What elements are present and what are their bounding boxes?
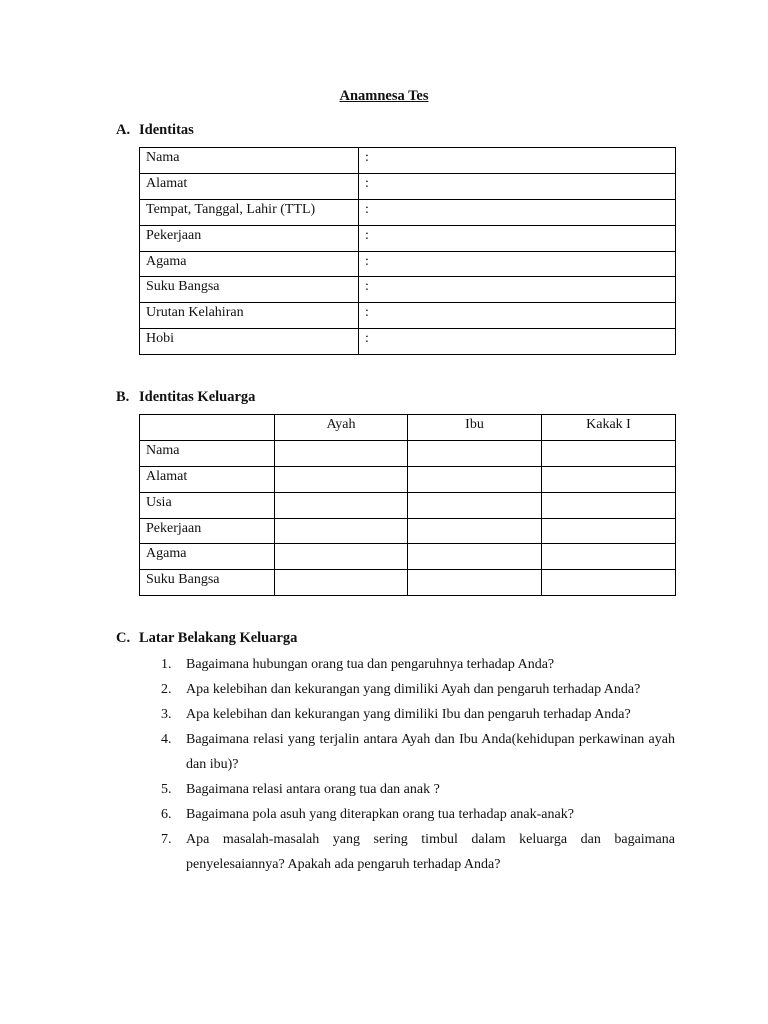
keluarga-row-label: Agama bbox=[140, 544, 275, 570]
identitas-label: Nama bbox=[140, 148, 359, 174]
section-b-title: Identitas Keluarga bbox=[139, 389, 256, 405]
keluarga-cell-field[interactable] bbox=[275, 544, 408, 570]
question-number: 1. bbox=[161, 657, 172, 672]
keluarga-row bbox=[140, 570, 676, 596]
keluarga-row-label: Nama bbox=[140, 440, 275, 466]
question-text: Bagaimana pola asuh yang diterapkan orang tua terhadap anak-anak? bbox=[186, 807, 574, 822]
section-a-letter: A. bbox=[116, 122, 131, 138]
question-number: 2. bbox=[161, 682, 172, 697]
keluarga-column-header: Ibu bbox=[408, 415, 542, 441]
keluarga-column-header bbox=[140, 415, 275, 441]
question-list bbox=[161, 652, 675, 877]
identitas-label: Agama bbox=[140, 251, 359, 277]
keluarga-column-header: Ayah bbox=[275, 415, 408, 441]
identitas-row bbox=[140, 277, 676, 303]
section-c-heading bbox=[116, 630, 297, 647]
question-number: 5. bbox=[161, 782, 172, 797]
identitas-row bbox=[140, 251, 676, 277]
identitas-value-field[interactable]: : bbox=[359, 251, 676, 277]
keluarga-cell-field[interactable] bbox=[275, 518, 408, 544]
section-a-title: Identitas bbox=[139, 122, 194, 138]
identitas-value-field[interactable]: : bbox=[359, 277, 676, 303]
question-item bbox=[161, 727, 675, 777]
identitas-label: Tempat, Tanggal, Lahir (TTL) bbox=[140, 199, 359, 225]
section-c-letter: C. bbox=[116, 630, 131, 646]
identitas-row bbox=[140, 199, 676, 225]
keluarga-cell-field[interactable] bbox=[408, 440, 542, 466]
keluarga-column-header: Kakak I bbox=[542, 415, 676, 441]
question-item bbox=[161, 702, 675, 727]
keluarga-cell-field[interactable] bbox=[275, 570, 408, 596]
question-item bbox=[161, 827, 675, 877]
question-text: Bagaimana relasi yang terjalin antara Ayah dan Ibu Anda(kehidupan perkawinan ayah dan ibu)? bbox=[186, 732, 675, 772]
section-b-heading bbox=[116, 389, 255, 406]
identitas-value-field[interactable]: : bbox=[359, 225, 676, 251]
keluarga-cell-field[interactable] bbox=[408, 570, 542, 596]
identitas-row bbox=[140, 225, 676, 251]
identitas-table bbox=[139, 147, 676, 355]
section-c-title: Latar Belakang Keluarga bbox=[139, 630, 298, 646]
identitas-value-field[interactable]: : bbox=[359, 303, 676, 329]
keluarga-cell-field[interactable] bbox=[275, 492, 408, 518]
identitas-label: Hobi bbox=[140, 329, 359, 355]
keluarga-cell-field[interactable] bbox=[542, 518, 676, 544]
identitas-label: Suku Bangsa bbox=[140, 277, 359, 303]
keluarga-cell-field[interactable] bbox=[408, 466, 542, 492]
question-item bbox=[161, 802, 675, 827]
document-title: Anamnesa Tes bbox=[339, 88, 429, 104]
identitas-value-field[interactable]: : bbox=[359, 329, 676, 355]
question-item bbox=[161, 677, 675, 702]
keluarga-cell-field[interactable] bbox=[542, 440, 676, 466]
keluarga-row-label: Alamat bbox=[140, 466, 275, 492]
section-a-heading bbox=[116, 122, 194, 139]
identitas-label: Urutan Kelahiran bbox=[140, 303, 359, 329]
keluarga-cell-field[interactable] bbox=[275, 466, 408, 492]
question-text: Apa masalah-masalah yang sering timbul dalam keluarga dan bagaimana penyelesaiannya? Apakah ada pengaruh terhadap Anda? bbox=[186, 832, 675, 872]
question-text: Bagaimana hubungan orang tua dan pengaruhnya terhadap Anda? bbox=[186, 657, 555, 672]
keluarga-row bbox=[140, 466, 676, 492]
identitas-label: Pekerjaan bbox=[140, 225, 359, 251]
keluarga-cell-field[interactable] bbox=[542, 466, 676, 492]
identitas-row bbox=[140, 303, 676, 329]
keluarga-cell-field[interactable] bbox=[542, 544, 676, 570]
keluarga-row bbox=[140, 492, 676, 518]
question-item bbox=[161, 652, 675, 677]
keluarga-cell-field[interactable] bbox=[408, 544, 542, 570]
keluarga-row bbox=[140, 440, 676, 466]
question-number: 4. bbox=[161, 732, 172, 747]
keluarga-row-label: Pekerjaan bbox=[140, 518, 275, 544]
identitas-value-field[interactable]: : bbox=[359, 199, 676, 225]
keluarga-cell-field[interactable] bbox=[275, 440, 408, 466]
keluarga-row-label: Suku Bangsa bbox=[140, 570, 275, 596]
keluarga-cell-field[interactable] bbox=[408, 492, 542, 518]
keluarga-cell-field[interactable] bbox=[542, 570, 676, 596]
keluarga-cell-field[interactable] bbox=[542, 492, 676, 518]
keluarga-header-row bbox=[140, 415, 676, 441]
keluarga-cell-field[interactable] bbox=[408, 518, 542, 544]
identitas-row bbox=[140, 148, 676, 174]
identitas-row bbox=[140, 329, 676, 355]
identitas-keluarga-table bbox=[139, 414, 676, 596]
keluarga-row bbox=[140, 518, 676, 544]
question-number: 7. bbox=[161, 832, 172, 847]
question-text: Apa kelebihan dan kekurangan yang dimiliki Ayah dan pengaruh terhadap Anda? bbox=[186, 682, 641, 697]
keluarga-row-label: Usia bbox=[140, 492, 275, 518]
keluarga-row bbox=[140, 544, 676, 570]
identitas-value-field[interactable]: : bbox=[359, 148, 676, 174]
identitas-row bbox=[140, 173, 676, 199]
question-number: 6. bbox=[161, 807, 172, 822]
question-number: 3. bbox=[161, 707, 172, 722]
section-b-letter: B. bbox=[116, 389, 130, 405]
question-item bbox=[161, 777, 675, 802]
identitas-label: Alamat bbox=[140, 173, 359, 199]
question-text: Bagaimana relasi antara orang tua dan anak ? bbox=[186, 782, 440, 797]
identitas-value-field[interactable]: : bbox=[359, 173, 676, 199]
question-text: Apa kelebihan dan kekurangan yang dimiliki Ibu dan pengaruh terhadap Anda? bbox=[186, 707, 631, 722]
